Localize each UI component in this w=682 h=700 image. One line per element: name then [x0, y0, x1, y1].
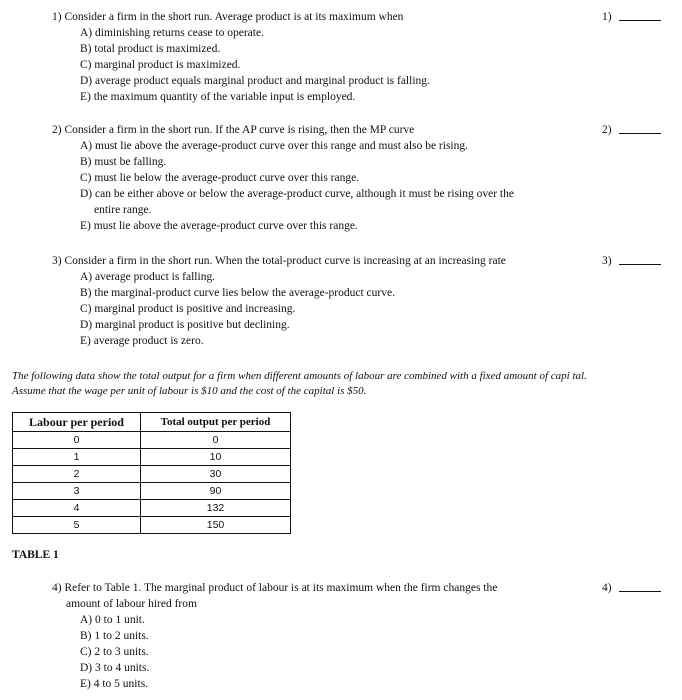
answer-blank-1[interactable]: [619, 20, 661, 21]
question-4-stem-continued: amount of labour hired from: [66, 598, 197, 610]
data-table: [12, 412, 291, 534]
question-3-stem: 3) Consider a firm in the short run. When the total-product curve is increasing at an increasing rate: [52, 255, 506, 267]
table-row: [13, 483, 291, 500]
question-3-option-c: C) marginal product is positive and increasing.: [80, 303, 296, 315]
question-1-stem: 1) Consider a firm in the short run. Average product is at its maximum when: [52, 11, 404, 23]
cell-output: 90: [141, 483, 291, 500]
question-3-option-b: B) the marginal-product curve lies below the average-product curve.: [80, 287, 395, 299]
question-2-option-d-continued: entire range.: [94, 204, 152, 216]
cell-labour: 0: [13, 432, 141, 449]
question-1-option-e: E) the maximum quantity of the variable input is employed.: [80, 91, 356, 103]
table-row: [13, 432, 291, 449]
cell-output: 30: [141, 466, 291, 483]
cell-output: 10: [141, 449, 291, 466]
question-4-stem: 4) Refer to Table 1. The marginal product of labour is at its maximum when the firm changes the: [52, 582, 498, 594]
cell-labour: 1: [13, 449, 141, 466]
question-4-option-b: B) 1 to 2 units.: [80, 630, 149, 642]
table-header-row: [13, 413, 291, 432]
cell-labour: 3: [13, 483, 141, 500]
question-1-option-d: D) average product equals marginal product and marginal product is falling.: [80, 75, 430, 87]
table-row: [13, 466, 291, 483]
header-labour: Labour per period: [13, 413, 141, 432]
question-4-option-c: C) 2 to 3 units.: [80, 646, 149, 658]
question-4-option-a: A) 0 to 1 unit.: [80, 614, 145, 626]
cell-labour: 4: [13, 500, 141, 517]
question-3-option-e: E) average product is zero.: [80, 335, 204, 347]
header-output: Total output per period: [141, 413, 291, 432]
question-4-option-e: E) 4 to 5 units.: [80, 678, 149, 690]
answer-blank-2[interactable]: [619, 133, 661, 134]
question-2-option-a: A) must lie above the average-product curve over this range and must also be rising.: [80, 140, 469, 152]
table-label: TABLE 1: [12, 549, 59, 561]
cell-output: 0: [141, 432, 291, 449]
answer-blank-3[interactable]: [619, 264, 661, 265]
cell-labour: 5: [13, 517, 141, 534]
answer-number-1: 1): [602, 11, 612, 23]
table-row: [13, 517, 291, 534]
question-2-option-e: E) must lie above the average-product curve over this range.: [80, 220, 358, 232]
question-2-stem: 2) Consider a firm in the short run. If the AP curve is rising, then the MP curve: [52, 124, 415, 136]
table-row: [13, 500, 291, 517]
question-1: [52, 9, 597, 105]
question-3: [52, 253, 597, 349]
question-1-option-c: C) marginal product is maximized.: [80, 59, 241, 71]
question-1-option-b: B) total product is maximized.: [80, 43, 221, 55]
note-line-2: Assume that the wage per unit of labour is $10 and the cost of the capital is $50.: [12, 385, 367, 397]
question-3-option-a: A) average product is falling.: [80, 271, 216, 283]
answer-number-4: 4): [602, 582, 612, 594]
question-2-option-b: B) must be falling.: [80, 156, 167, 168]
question-1-option-a: A) diminishing returns cease to operate.: [80, 27, 264, 39]
answer-blank-4[interactable]: [619, 591, 661, 592]
table-intro-note: [12, 369, 672, 399]
table-row: [13, 449, 291, 466]
question-2-option-c: C) must lie below the average-product curve over this range.: [80, 172, 360, 184]
question-4-option-d: D) 3 to 4 units.: [80, 662, 150, 674]
question-4: [52, 580, 597, 692]
question-3-option-d: D) marginal product is positive but declining.: [80, 319, 290, 331]
note-line-1: The following data show the total output for a firm when different amounts of labour are combined with a fixed amount of capi tal.: [12, 370, 587, 382]
cell-labour: 2: [13, 466, 141, 483]
question-2: [52, 122, 597, 234]
answer-number-2: 2): [602, 124, 612, 136]
question-2-option-d: D) can be either above or below the average-product curve, although it must be rising over the: [80, 188, 514, 200]
cell-output: 150: [141, 517, 291, 534]
answer-number-3: 3): [602, 255, 612, 267]
cell-output: 132: [141, 500, 291, 517]
